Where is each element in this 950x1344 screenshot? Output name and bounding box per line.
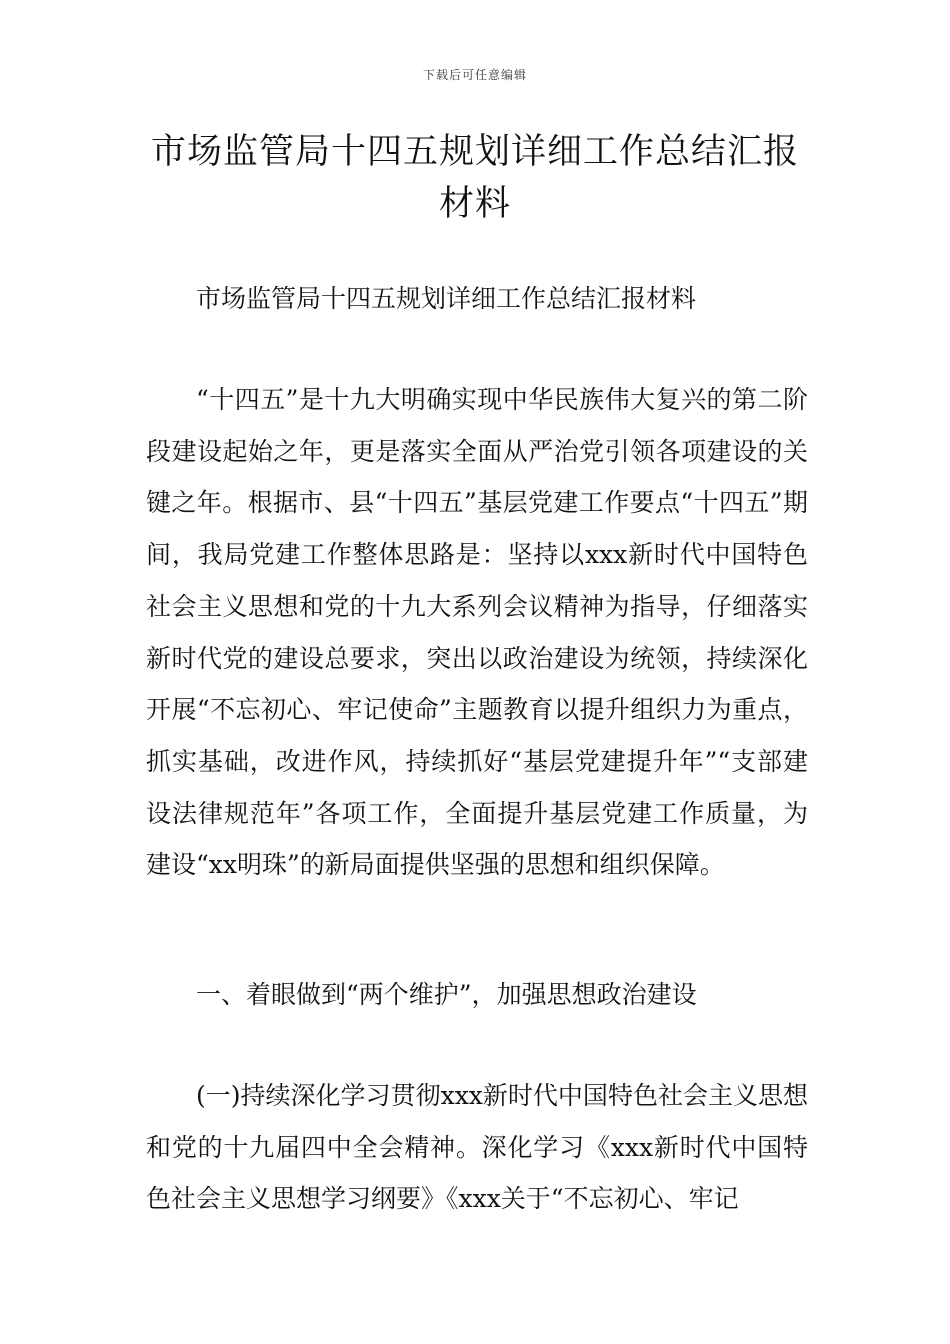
section-heading: 一、着眼做到“两个维护”，加强思想政治建设: [196, 980, 697, 1009]
header-note: 下载后可任意编辑: [422, 68, 527, 82]
document-title: 市场监管局十四五规划详细工作总结汇报材料: [150, 132, 799, 224]
body-paragraph: (一)持续深化学习贯彻xxx新时代中国特色社会主义思想和党的十九届四中全会精神。深化学习《xxx新时代中国特色社会主义思想学习纲要》《xxx关于“不忘初心、牢记: [146, 1081, 808, 1214]
document-subtitle: 市场监管局十四五规划详细工作总结汇报材料: [196, 284, 697, 313]
body-paragraph: “十四五”是十九大明确实现中华民族伟大复兴的第二阶段建设起始之年，更是落实全面从严治党引领各项建设的关键之年。根据市、县“十四五”基层党建工作要点“十四五”期间，我局党建工作整体思路是：坚持以xxx新时代中国特色社会主义思想和党的十九大系列会议精神为指导，仔细落实新时代党的建设总要求，突出以政治建设为统领，持续深化开展“不忘初心、牢记使命”主题教育以提升组织力为重点，抓实基础，改进作风，持续抓好“基层党建提升年”“支部建设法律规范年”各项工作，全面提升基层党建工作质量，为建设“xx明珠”的新局面提供坚强的思想和组织保障。: [146, 385, 808, 880]
